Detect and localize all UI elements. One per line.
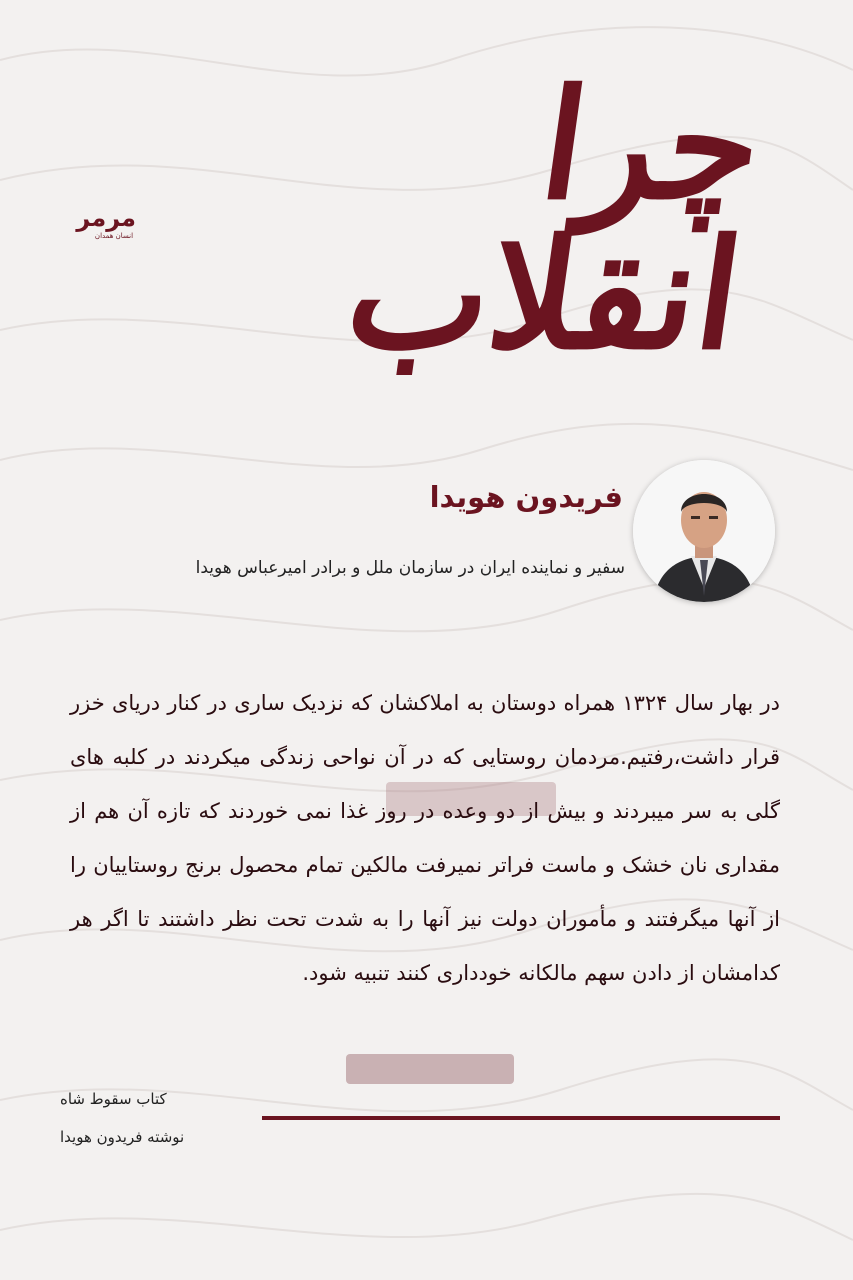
logo-text: انسان همدان bbox=[94, 232, 134, 240]
calligraphy-title: چرا انقلاب bbox=[337, 57, 773, 383]
source-author: نوشته فریدون هویدا bbox=[60, 1128, 185, 1146]
highlight-mark bbox=[346, 1054, 514, 1084]
person-name: فریدون هویدا bbox=[429, 480, 623, 514]
quote-text: در بهار سال ۱۳۲۴ همراه دوستان به املاکشان که نزدیک ساری در کنار دریای خزر قرار داشت،رفتیم.مردمان روستایی که در آن نواحی زندگی میکردند در کلبه های گلی به سر میبردند و بیش از دو وعده در روز غذا نمی خوردند که تازه آن هم از مقداری نان خشک و ماست فراتر نمیرفت مالکین تمام محصول برنج روستاییان را از آنها میگرفتند و مأموران دولت نیز آنها را به شدت تحت نظر داشتند تا اگر هر کدامشان از دادن سهم مالکانه خودداری کنند تنبیه شود. bbox=[70, 691, 780, 985]
source-book: کتاب سقوط شاه bbox=[60, 1090, 167, 1108]
logo bbox=[76, 204, 136, 253]
portrait-image bbox=[633, 460, 775, 602]
divider-line bbox=[262, 1116, 780, 1120]
logo-mark: مرمر bbox=[76, 204, 136, 232]
person-role: سفیر و نماینده ایران در سازمان ملل و برادر امیرعباس هویدا bbox=[195, 558, 625, 578]
portrait-photo bbox=[633, 460, 775, 602]
